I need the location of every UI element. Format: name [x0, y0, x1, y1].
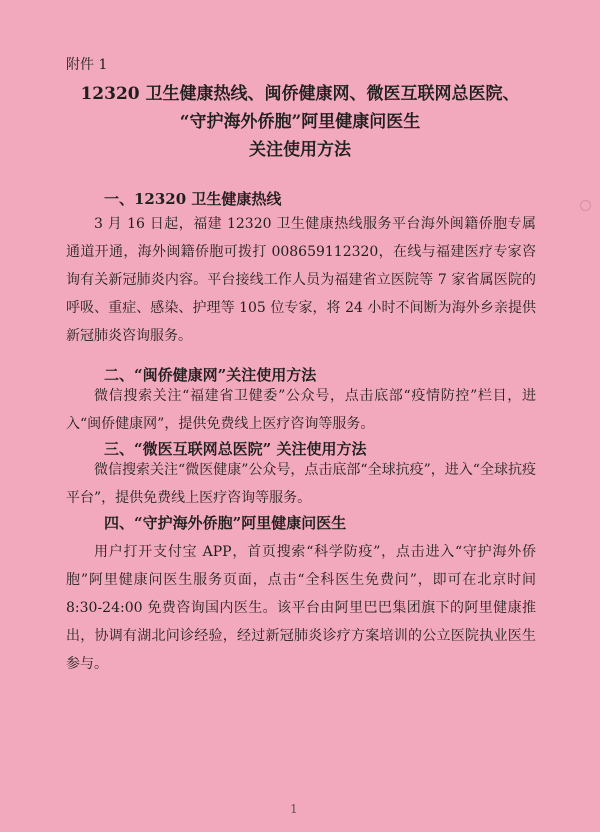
section-3-body — [66, 456, 536, 512]
section-2-paragraph: 微信搜索关注“福建省卫健委”公众号，点击底部“疫情防控”栏目，进入“闽侨健康网”，提供免费线上医疗咨询等服务。 — [66, 388, 536, 432]
title-line-1: 12320 卫生健康热线、闽侨健康网、微医互联网总医院、 — [80, 84, 520, 104]
section-2-body — [66, 382, 536, 438]
title-line-2: “守护海外侨胞”阿里健康问医生 — [179, 112, 421, 132]
attachment-label: 附件 1 — [66, 57, 108, 73]
page-number: 1 — [290, 802, 298, 816]
title-line-3: 关注使用方法 — [249, 140, 351, 160]
section-3-heading: 三、“微医互联网总医院” 关注使用方法 — [104, 440, 367, 458]
section-4-body — [66, 538, 536, 678]
section-1-body — [66, 210, 536, 350]
section-1-heading: 一、12320 卫生健康热线 — [104, 190, 282, 208]
binding-hole-mark — [580, 200, 591, 211]
section-1-paragraph: 3 月 16 日起，福建 12320 卫生健康热线服务平台海外闽籍侨胞专属通道开通，海外闽籍侨胞可拨打 008659112320，在线与福建医疗专家咨询有关新冠肺炎内容。平台接线工作人员为福建省立医院等 7 家省属医院的呼吸、重症、感染、护理等 105 位专家，将 24 小时不间断为海外乡亲提供新冠肺炎咨询服务。 — [66, 216, 536, 344]
section-2-heading: 二、“闽侨健康网”关注使用方法 — [104, 366, 317, 384]
section-3-paragraph: 微信搜索关注“微医健康”公众号，点击底部“全球抗疫”，进入“全球抗疫平台”，提供免费线上医疗咨询等服务。 — [66, 462, 536, 506]
section-4-paragraph: 用户打开支付宝 APP，首页搜索“科学防疫”，点击进入“守护海外侨胞”阿里健康问医生服务页面，点击“全科医生免费问”，即可在北京时间 8:30-24:00 免费咨询国内医生。该平台由阿里巴巴集团旗下的阿里健康推出，协调有湖北问诊经验，经过新冠肺炎诊疗方案培训的公立医院执业医生参与。 — [66, 544, 536, 672]
section-4-heading: 四、“守护海外侨胞”阿里健康问医生 — [104, 514, 347, 532]
